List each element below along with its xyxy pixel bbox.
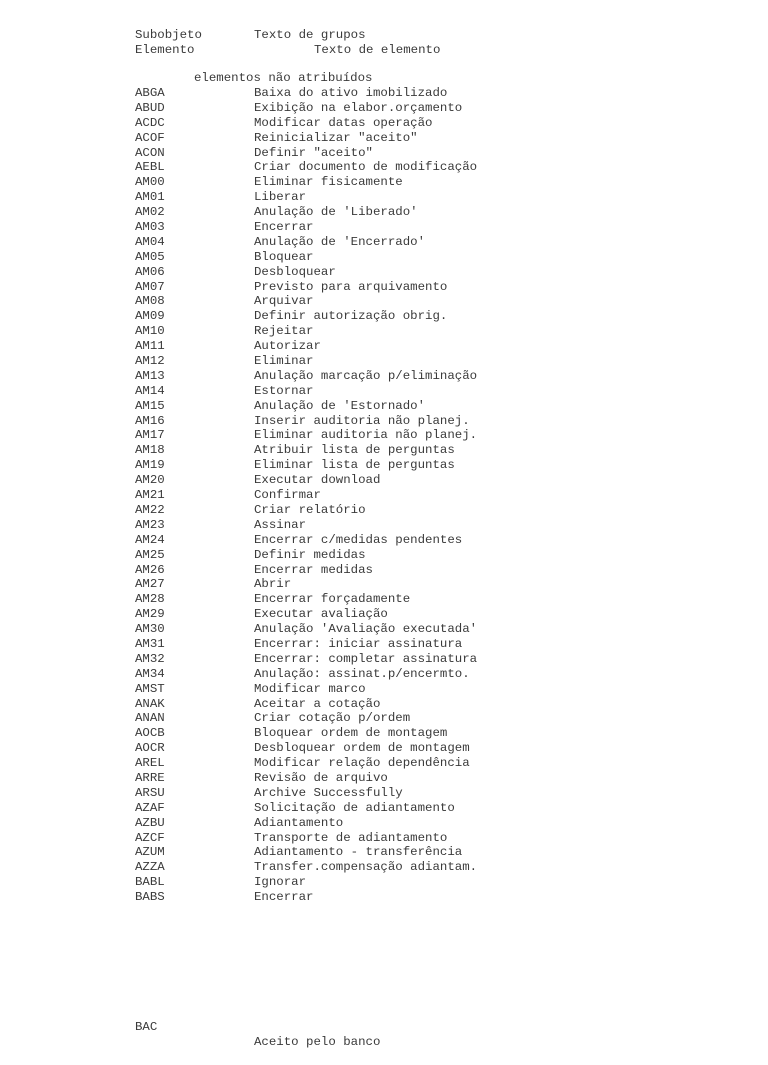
element-text: Exibição na elabor.orçamento [254, 100, 463, 115]
element-text: Encerrar [254, 890, 314, 905]
element-code: AM20 [135, 473, 165, 488]
element-text: Aceitar a cotação [254, 696, 381, 711]
list-item [0, 220, 768, 235]
element-text: Modificar marco [254, 681, 366, 696]
element-code: AEBL [135, 160, 165, 175]
element-text: Encerrar forçadamente [254, 592, 411, 607]
list-item [0, 265, 768, 280]
list-item [0, 816, 768, 831]
element-code: AM14 [135, 383, 165, 398]
element-text: Transporte de adiantamento [254, 830, 448, 845]
element-code: AM18 [135, 443, 165, 458]
element-code: AM31 [135, 636, 165, 651]
list-item [0, 146, 768, 161]
element-code: AM27 [135, 577, 165, 592]
element-text: Modificar datas operação [254, 115, 433, 130]
list-item [0, 548, 768, 563]
list-item [0, 131, 768, 146]
list-item [0, 607, 768, 622]
element-code: ARRE [135, 770, 165, 785]
list-item [0, 711, 768, 726]
list-item [0, 294, 768, 309]
element-code: ANAK [135, 696, 165, 711]
list-item [0, 384, 768, 399]
element-code: BABS [135, 890, 165, 905]
element-code: AM22 [135, 502, 165, 517]
element-code: ABGA [135, 86, 165, 100]
element-code: ACDC [135, 115, 165, 130]
element-code: AM17 [135, 428, 165, 443]
element-list [0, 86, 768, 905]
list-item [0, 473, 768, 488]
list-item [0, 697, 768, 712]
element-text: Criar cotação p/ordem [254, 711, 411, 726]
list-item [0, 354, 768, 369]
element-text: Criar documento de modificação [254, 160, 478, 175]
element-text: Anulação de 'Liberado' [254, 205, 418, 220]
element-text: Definir "aceito" [254, 145, 373, 160]
element-code: AM02 [135, 205, 165, 220]
element-code: AM32 [135, 651, 165, 666]
element-code: AM10 [135, 324, 165, 339]
element-code: AM12 [135, 354, 165, 369]
list-item [0, 280, 768, 295]
element-text: Aceito pelo banco [254, 1034, 381, 1049]
element-text: Solicitação de adiantamento [254, 800, 455, 815]
element-text: Confirmar [254, 488, 321, 503]
element-code: BAC [135, 1019, 158, 1034]
element-code: AM07 [135, 279, 165, 294]
element-code: AM09 [135, 309, 165, 324]
list-item [0, 175, 768, 190]
element-code: AREL [135, 756, 165, 771]
element-code: AM26 [135, 562, 165, 577]
element-text: Anulação de 'Encerrado' [254, 234, 426, 249]
list-item [0, 116, 768, 131]
element-text: Bloquear ordem de montagem [254, 726, 448, 741]
element-code: AMST [135, 681, 165, 696]
element-code: AM00 [135, 175, 165, 190]
element-code: ANAN [135, 711, 165, 726]
list-item [0, 443, 768, 458]
element-code: AM01 [135, 190, 165, 205]
element-text: Anulação marcação p/eliminação [254, 368, 478, 383]
list-item [0, 860, 768, 875]
element-text: Encerrar: iniciar assinatura [254, 636, 463, 651]
list-item [0, 637, 768, 652]
element-text: Criar relatório [254, 502, 366, 517]
list-item [0, 726, 768, 741]
list-item [0, 801, 768, 816]
element-code: AZBU [135, 815, 165, 830]
element-code: AM08 [135, 294, 165, 309]
element-text: Baixa do ativo imobilizado [254, 86, 448, 100]
list-item [0, 324, 768, 339]
element-text: Encerrar medidas [254, 562, 373, 577]
list-item [0, 414, 768, 429]
list-item [0, 592, 768, 607]
element-text: Anulação: assinat.p/encermto. [254, 666, 470, 681]
list-item [0, 399, 768, 414]
list-item [0, 786, 768, 801]
element-code: AZUM [135, 845, 165, 860]
element-text: Reinicializar "aceito" [254, 130, 418, 145]
element-code: ACOF [135, 130, 165, 145]
header-element-label: Elemento [135, 43, 195, 57]
element-code: AM06 [135, 264, 165, 279]
header-element-text-label: Texto de elemento [314, 43, 441, 57]
list-item [0, 235, 768, 250]
list-item [0, 577, 768, 592]
list-item [0, 190, 768, 205]
element-text: Eliminar auditoria não planej. [254, 428, 478, 443]
list-item [0, 503, 768, 518]
list-item [0, 369, 768, 384]
element-code: AZAF [135, 800, 165, 815]
list-item [0, 205, 768, 220]
element-code: ARSU [135, 785, 165, 800]
header-subobject-label: Subobjeto [135, 28, 202, 42]
element-text: Eliminar lista de perguntas [254, 458, 455, 473]
element-text: Bloquear [254, 249, 314, 264]
list-item [0, 756, 768, 771]
element-text: Eliminar [254, 354, 314, 369]
element-text: Autorizar [254, 339, 321, 354]
element-code: AM04 [135, 234, 165, 249]
element-text: Revisão de arquivo [254, 770, 388, 785]
element-text: Executar avaliação [254, 607, 388, 622]
element-code: AM03 [135, 220, 165, 235]
element-text: Assinar [254, 517, 307, 532]
list-item [0, 682, 768, 697]
element-text: Modificar relação dependência [254, 756, 470, 771]
element-text: Ignorar [254, 875, 307, 890]
list-item [0, 458, 768, 473]
element-code: AM28 [135, 592, 165, 607]
element-code: ACON [135, 145, 165, 160]
element-text: Definir medidas [254, 547, 366, 562]
header-group-text-label: Texto de grupos [254, 28, 366, 42]
element-text: Previsto para arquivamento [254, 279, 448, 294]
list-item [0, 741, 768, 756]
list-item [0, 622, 768, 637]
element-text: Eliminar fisicamente [254, 175, 403, 190]
element-text: Liberar [254, 190, 307, 205]
element-code: AM05 [135, 249, 165, 264]
element-code: AM34 [135, 666, 165, 681]
element-text: Arquivar [254, 294, 314, 309]
element-code: AM16 [135, 413, 165, 428]
element-text: Estornar [254, 383, 314, 398]
element-text: Executar download [254, 473, 381, 488]
element-text: Anulação de 'Estornado' [254, 398, 426, 413]
list-item [0, 652, 768, 667]
list-item [0, 86, 768, 101]
element-text: Encerrar [254, 220, 314, 235]
list-item [0, 339, 768, 354]
element-code: AM30 [135, 622, 165, 637]
element-code: AM11 [135, 339, 165, 354]
element-code: AM25 [135, 547, 165, 562]
element-text: Anulação 'Avaliação executada' [254, 622, 478, 637]
element-code: AOCR [135, 741, 165, 756]
list-item [0, 890, 768, 905]
element-code: AM21 [135, 488, 165, 503]
element-text: Adiantamento - transferência [254, 845, 463, 860]
element-text: Abrir [254, 577, 292, 592]
list-item [0, 309, 768, 324]
list-item [0, 101, 768, 116]
element-code: AM15 [135, 398, 165, 413]
element-code: ABUD [135, 100, 165, 115]
element-code: AM23 [135, 517, 165, 532]
list-item [0, 428, 768, 443]
element-text: Encerrar: completar assinatura [254, 651, 478, 666]
element-text: Desbloquear [254, 264, 336, 279]
element-code: AZCF [135, 830, 165, 845]
element-code: AM19 [135, 458, 165, 473]
element-code: AM29 [135, 607, 165, 622]
element-code: AM13 [135, 368, 165, 383]
list-item [0, 667, 768, 682]
list-item [0, 875, 768, 890]
element-text: Archive Successfully [254, 785, 403, 800]
list-item [0, 160, 768, 175]
element-text: Transfer.compensação adiantam. [254, 860, 478, 875]
list-item [0, 845, 768, 860]
list-item [0, 488, 768, 503]
element-text: Encerrar c/medidas pendentes [254, 532, 463, 547]
list-item [0, 518, 768, 533]
element-text: Rejeitar [254, 324, 314, 339]
list-item [0, 250, 768, 265]
list-item [0, 771, 768, 786]
list-item [0, 563, 768, 578]
element-text: Definir autorização obrig. [254, 309, 448, 324]
element-text: Desbloquear ordem de montagem [254, 741, 470, 756]
list-item [0, 533, 768, 548]
element-code: BABL [135, 875, 165, 890]
list-item [0, 831, 768, 846]
element-text: Inserir auditoria não planej. [254, 413, 470, 428]
list-item [0, 1005, 768, 1049]
element-code: AOCB [135, 726, 165, 741]
group-title: elementos não atribuídos [194, 71, 373, 85]
element-code: AZZA [135, 860, 165, 875]
element-text: Atribuir lista de perguntas [254, 443, 455, 458]
element-text: Adiantamento [254, 815, 344, 830]
element-code: AM24 [135, 532, 165, 547]
